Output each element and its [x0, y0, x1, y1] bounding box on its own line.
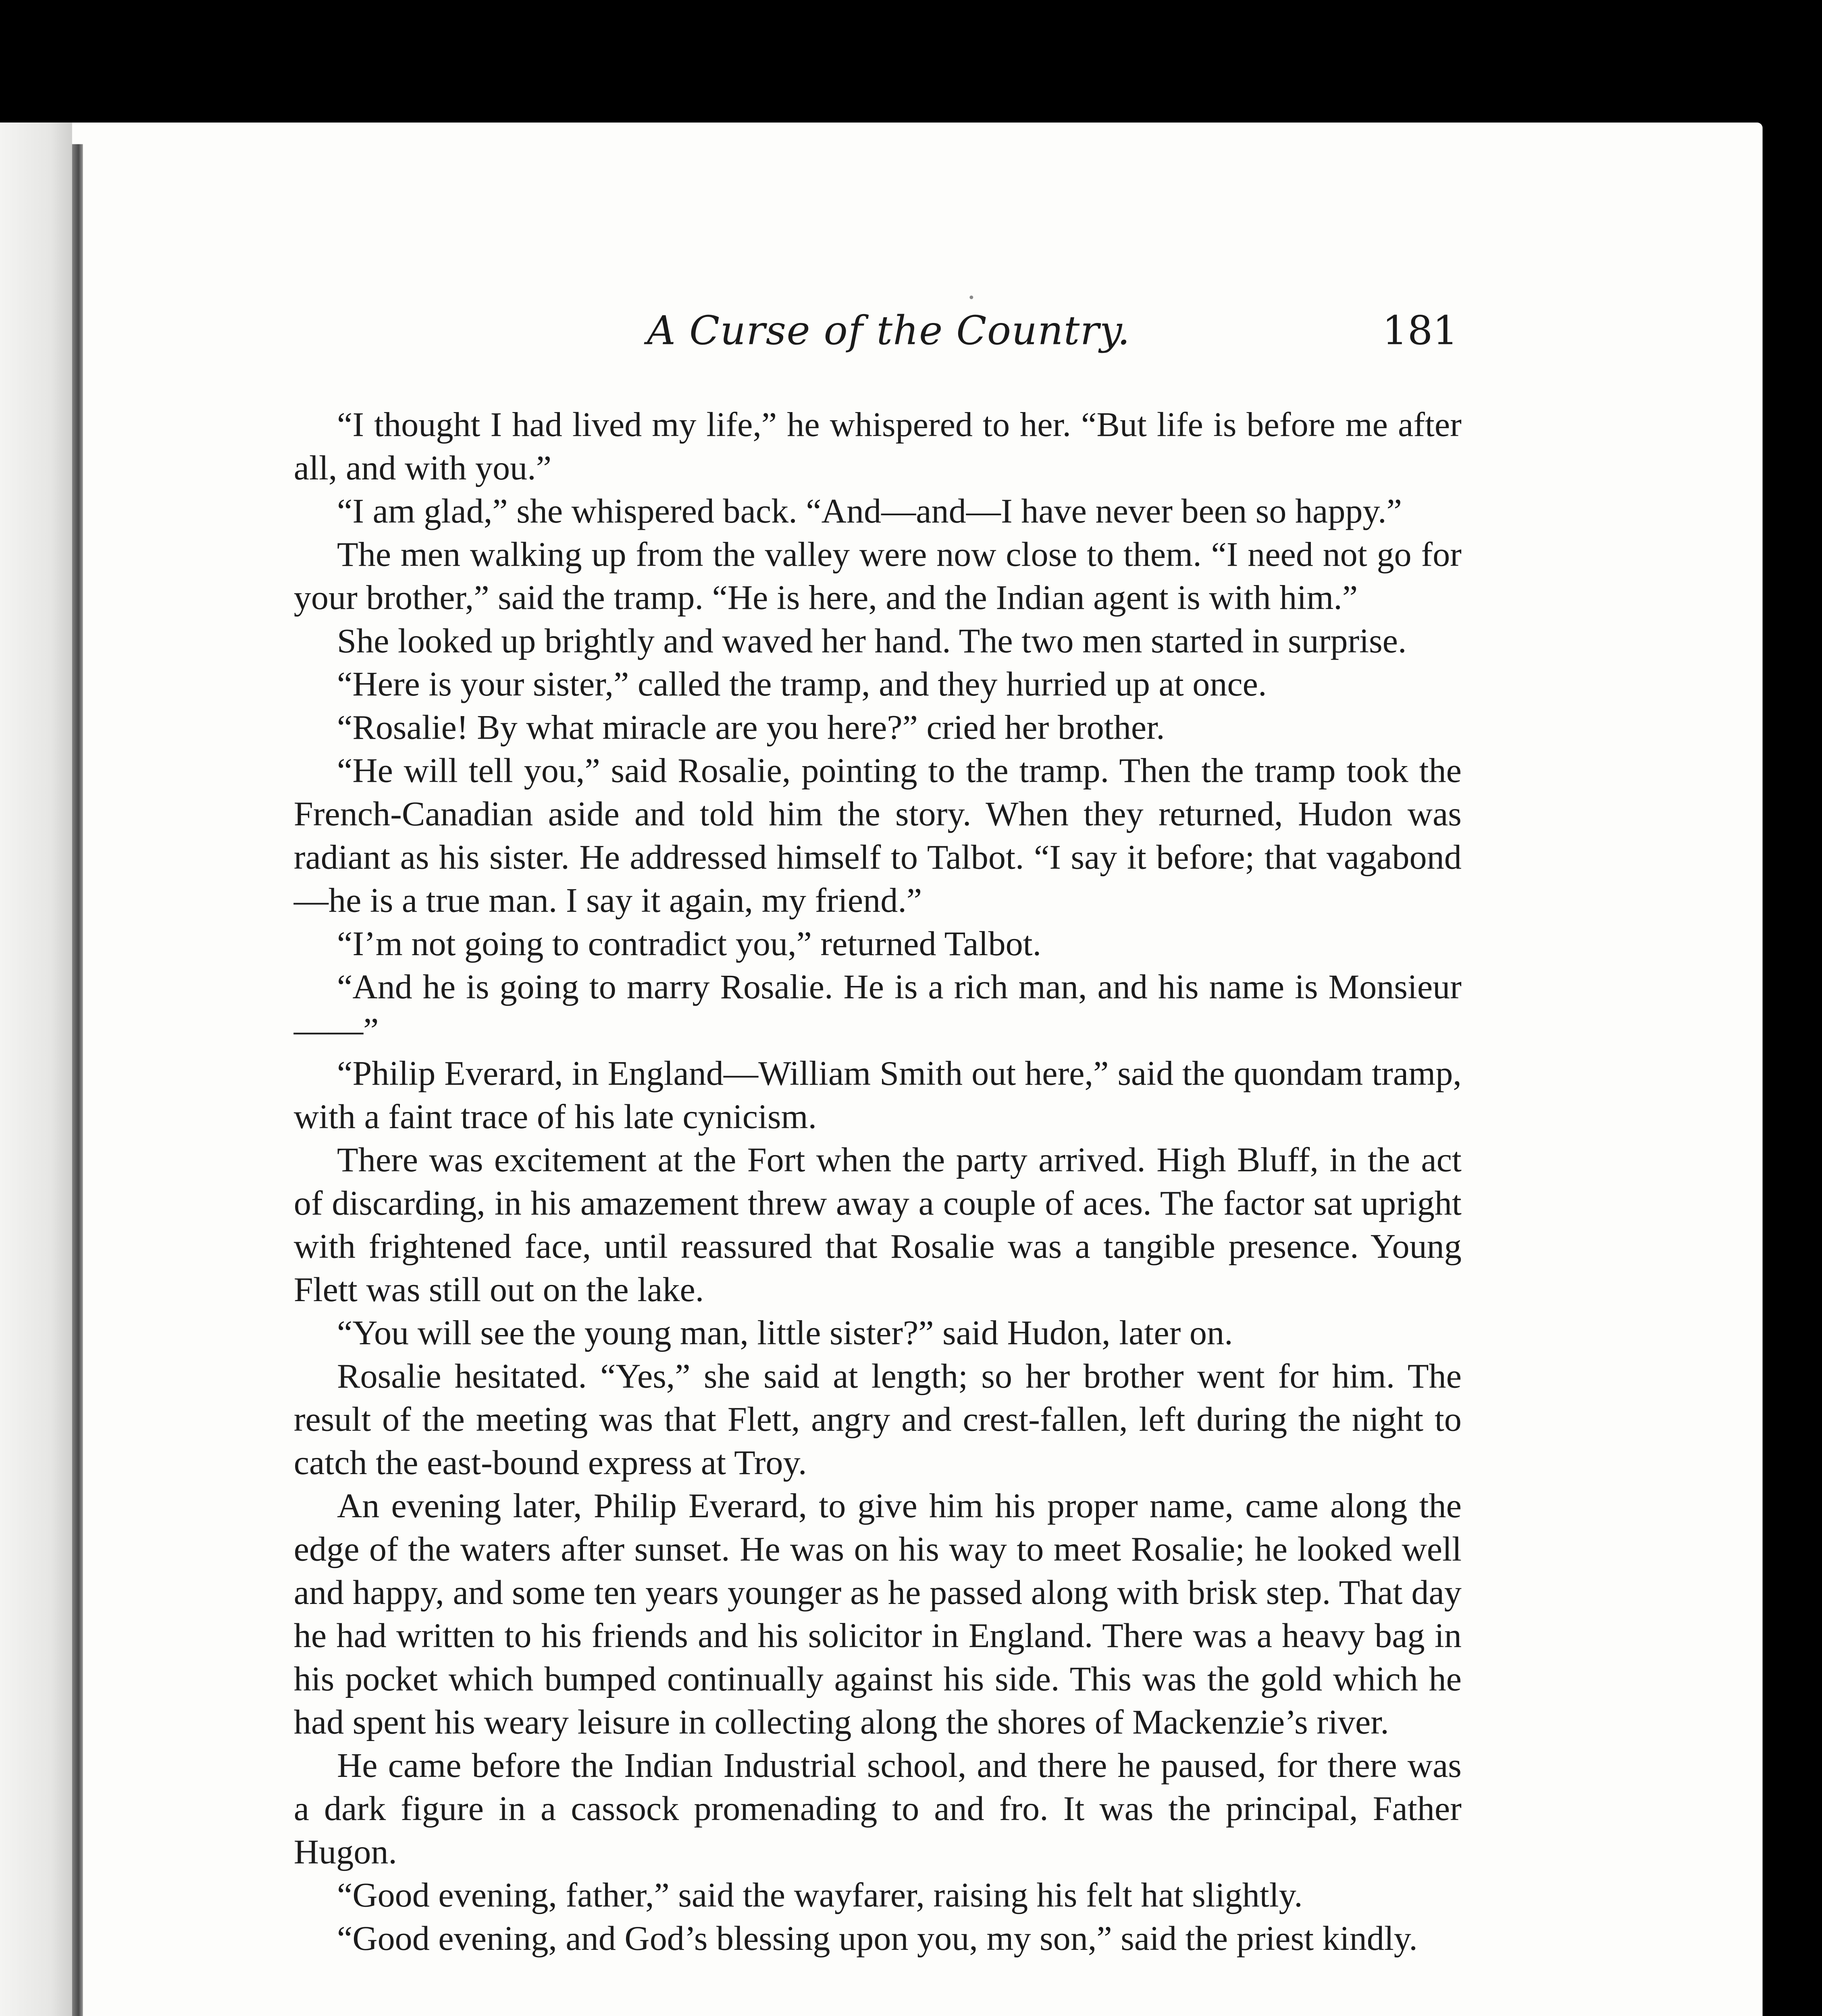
paragraph: “Good evening, father,” said the wayfarer, raising his felt hat slightly.: [337, 1878, 1303, 1916]
running-header: [647, 310, 1458, 382]
body-text: [294, 406, 1462, 1963]
paragraph: “And he is going to marry Rosalie. He is a rich man, and his name is Monsieur——”: [293, 969, 1462, 1051]
binding-shadow: [0, 123, 72, 2016]
paragraph: An evening later, Philip Everard, to give him his proper name, came along the edge of the waters after sunset. He was on his way to meet Rosalie; he looked well and happy, and some ten years younger as he passed along with brisk step. That day he had written to his friends and his solicitor in England. There was a heavy bag in his pocket which bumped continually against his side. This was the gold which he had spent his weary leisure in collecting along the shores of Mackenzie’s river.: [293, 1488, 1462, 1743]
paragraph: “I thought I had lived my life,” he whispered to her. “But life is before me after all, and with you.”: [293, 407, 1462, 489]
paragraph: “He will tell you,” said Rosalie, pointing to the tramp. Then the tramp took the French-Canadian aside and told him the story. When they returned, Hudon was radiant as his sister. He addressed himself to Talbot. “I say it before; that vagabond—he is a true man. I say it again, my friend.”: [293, 753, 1462, 921]
paragraph: The men walking up from the valley were now close to them. “I need not go for your brother,” said the tramp. “He is here, and the Indian agent is with him.”: [293, 537, 1462, 619]
ink-speck: [969, 296, 973, 299]
paragraph: Rosalie hesitated. “Yes,” she said at length; so her brother went for him. The result of the meeting was that Flett, angry and crest-fallen, left during the night to catch the east-bound express at Troy.: [293, 1358, 1462, 1483]
paragraph: “Good evening, and God’s blessing upon you, my son,” said the priest kindly.: [337, 1921, 1418, 1959]
paragraph: “I am glad,” she whispered back. “And—and—I have never been so happy.”: [337, 494, 1402, 532]
paragraph: “Philip Everard, in England—William Smith out here,” said the quondam tramp, with a faint trace of his late cynicism.: [293, 1056, 1462, 1137]
page-number: 181: [1382, 310, 1458, 355]
paragraph: “Rosalie! By what miracle are you here?” cried her brother.: [337, 710, 1165, 748]
paragraph: “I’m not going to contradict you,” returned Talbot.: [337, 926, 1042, 964]
paragraph: “You will see the young man, little sister?” said Hudon, later on.: [337, 1315, 1233, 1354]
paragraph: He came before the Indian Industrial school, and there he paused, for there was a dark figure in a cassock promenading to and fro. It was the principal, Father Hugon.: [293, 1748, 1462, 1872]
binding-edge: [72, 144, 83, 2016]
paragraph: “Here is your sister,” called the tramp, and they hurried up at once.: [337, 666, 1267, 705]
running-title: A Curse of the Country.: [647, 310, 1131, 355]
paragraph: There was excitement at the Fort when the party arrived. High Bluff, in the act of discarding, in his amazement threw away a couple of aces. The factor sat upright with frightened face, until reassured that Rosalie was a tangible presence. Young Flett was still out on the lake.: [293, 1142, 1462, 1310]
paragraph: She looked up brightly and waved her hand. The two men started in surprise.: [337, 623, 1407, 662]
